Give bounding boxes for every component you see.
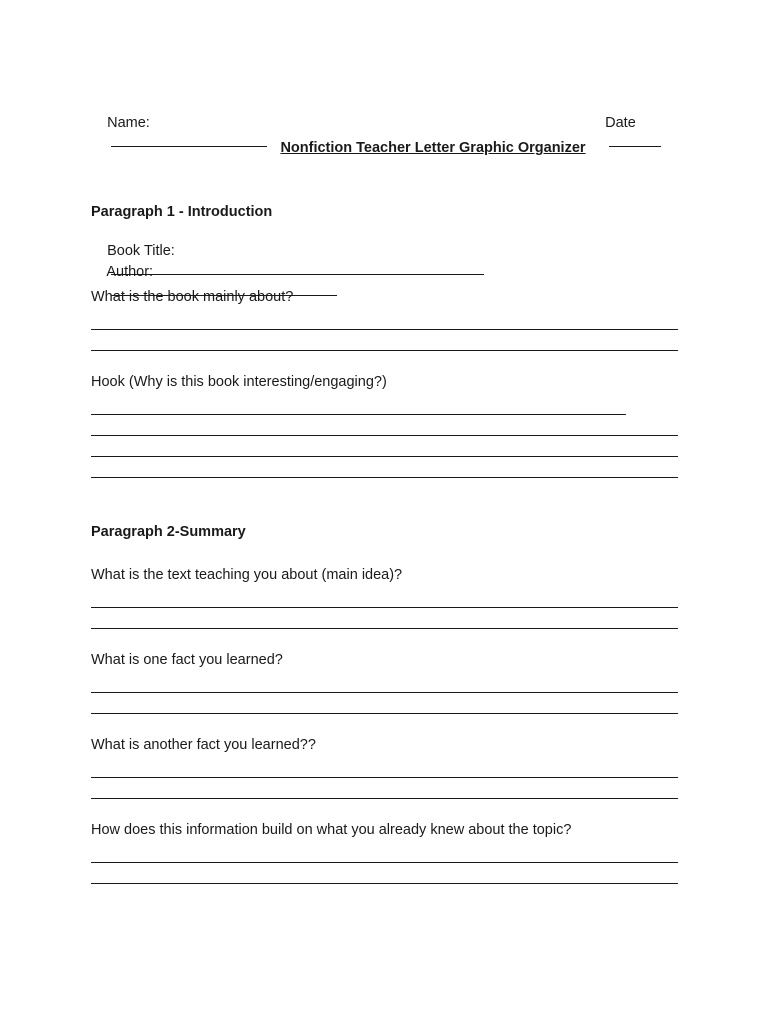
book-title-label: Book Title: bbox=[107, 243, 175, 259]
answer-line[interactable] bbox=[91, 883, 678, 884]
question-main: What is the book mainly about? bbox=[91, 289, 294, 305]
author-line bbox=[91, 245, 337, 319]
author-label: Author: bbox=[106, 264, 154, 280]
question-build: How does this information build on what you already knew about the topic? bbox=[91, 822, 572, 838]
answer-line[interactable] bbox=[91, 692, 678, 693]
answer-line[interactable] bbox=[91, 329, 678, 330]
date-line bbox=[589, 96, 661, 170]
answer-line[interactable] bbox=[91, 414, 626, 415]
name-line bbox=[91, 96, 267, 170]
answer-line[interactable] bbox=[91, 456, 678, 457]
page-title bbox=[0, 139, 770, 157]
answer-line[interactable] bbox=[91, 798, 678, 799]
answer-line[interactable] bbox=[91, 628, 678, 629]
answer-line[interactable] bbox=[91, 862, 678, 863]
answer-line[interactable] bbox=[91, 777, 678, 778]
answer-line[interactable] bbox=[91, 350, 678, 351]
paragraph1-heading: Paragraph 1 - Introduction bbox=[91, 204, 273, 220]
page-title-text: Nonfiction Teacher Letter Graphic Organizer bbox=[280, 140, 586, 156]
question-hook: Hook (Why is this book interesting/engaging?) bbox=[91, 374, 387, 390]
answer-line[interactable] bbox=[91, 607, 678, 608]
question-fact2: What is another fact you learned?? bbox=[91, 737, 316, 753]
question-main-idea: What is the text teaching you about (main idea)? bbox=[91, 567, 403, 583]
name-label: Name: bbox=[107, 115, 150, 131]
answer-line[interactable] bbox=[91, 713, 678, 714]
answer-line[interactable] bbox=[91, 435, 678, 436]
answer-line[interactable] bbox=[91, 477, 678, 478]
paragraph2-heading: Paragraph 2-Summary bbox=[91, 524, 246, 540]
question-fact1: What is one fact you learned? bbox=[91, 652, 283, 668]
date-label: Date bbox=[605, 115, 636, 131]
